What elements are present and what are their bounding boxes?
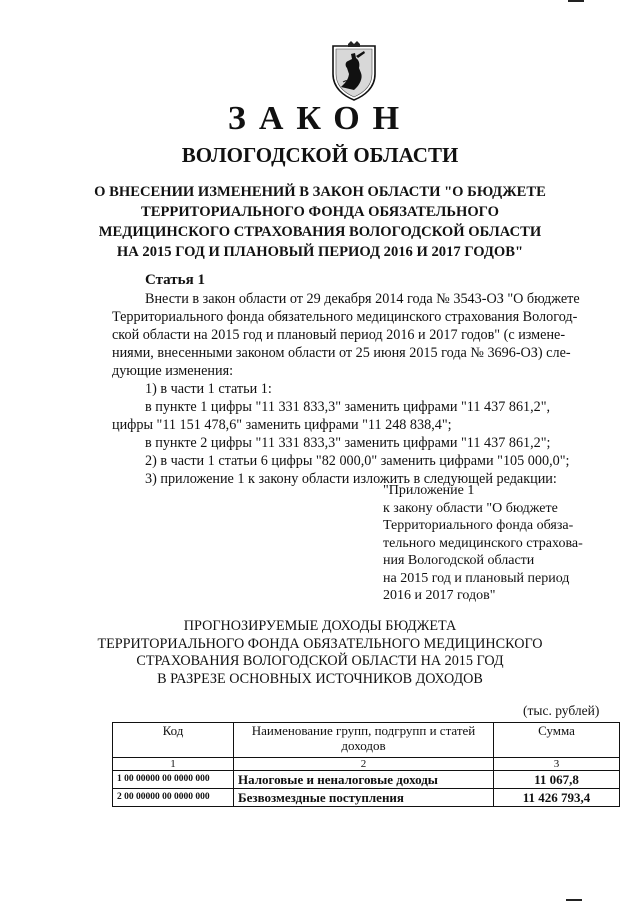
article-line: цифры "11 151 478,6" заменить цифрами "11 248 838,4";	[112, 417, 452, 433]
article-line: 1) в части 1 статьи 1:	[145, 381, 272, 397]
article-heading: Статья 1	[145, 272, 205, 288]
subtitle-line: О ВНЕСЕНИИ ИЗМЕНЕНИЙ В ЗАКОН ОБЛАСТИ "О БЮДЖЕТЕ	[94, 184, 546, 200]
article-line: дующие изменения:	[112, 363, 234, 379]
row-name: Безвозмездные поступления	[234, 789, 494, 807]
article-line: Территориального фонда обязательного медицинского страхования Вологод-	[112, 309, 578, 325]
table-number-row	[113, 758, 620, 771]
header-name: Наименование групп, подгрупп и статей доходов	[234, 723, 494, 758]
table-header-row	[113, 723, 620, 758]
table-row	[113, 771, 620, 789]
article-line: Внести в закон области от 29 декабря 2014 года № 3543-ОЗ "О бюджете	[145, 291, 580, 307]
vologda-coat-of-arms-icon	[330, 40, 378, 102]
appendix-line: 2016 и 2017 годов"	[383, 588, 496, 603]
table-title	[0, 618, 640, 688]
table-title-line: ТЕРРИТОРИАЛЬНОГО ФОНДА ОБЯЗАТЕЛЬНОГО МЕДИЦИНСКОГО	[97, 635, 543, 652]
row-amount: 11 067,8	[494, 771, 620, 789]
appendix-line: к закону области "О бюджете	[383, 500, 558, 516]
table-unit: (тыс. рублей)	[523, 703, 600, 718]
appendix-line: на 2015 год и плановый период	[383, 570, 570, 586]
law-title: ЗАКОН	[227, 100, 413, 137]
table-title-line: В РАЗРЕЗЕ ОСНОВНЫХ ИСТОЧНИКОВ ДОХОДОВ	[157, 670, 483, 687]
appendix-line: тельного медицинского страхова-	[383, 535, 583, 551]
column-number: 3	[494, 758, 620, 771]
article-line: ниями, внесенными законом области от 25 июня 2015 года № 3696-ОЗ) сле-	[112, 345, 571, 361]
row-code: 2 00 00000 00 0000 000	[113, 789, 234, 807]
row-code: 1 00 00000 00 0000 000	[113, 771, 234, 789]
table-row	[113, 789, 620, 807]
column-number: 2	[234, 758, 494, 771]
header-amount: Сумма	[494, 723, 620, 758]
page-mark-top	[568, 0, 584, 2]
header-code: Код	[113, 723, 234, 758]
row-name: Налоговые и неналоговые доходы	[234, 771, 494, 789]
table-title-line: ПРОГНОЗИРУЕМЫЕ ДОХОДЫ БЮДЖЕТА	[183, 618, 457, 634]
appendix-note	[383, 482, 603, 605]
subtitle-line: МЕДИЦИНСКОГО СТРАХОВАНИЯ ВОЛОГОДСКОЙ ОБЛАСТИ	[98, 224, 542, 240]
article-line: 3) приложение 1 к закону области изложить в следующей редакции:	[145, 471, 557, 487]
appendix-line: ния Вологодской области	[383, 553, 535, 568]
column-number: 1	[113, 758, 234, 771]
page-mark-bottom	[566, 899, 582, 901]
article-line: в пункте 1 цифры "11 331 833,3" заменить цифрами "11 437 861,2",	[145, 399, 551, 415]
appendix-line: "Приложение 1	[383, 483, 475, 498]
law-subtitle	[0, 182, 640, 262]
revenue-table	[112, 722, 620, 807]
table-title-line: СТРАХОВАНИЯ ВОЛОГОДСКОЙ ОБЛАСТИ НА 2015 ГОД	[136, 653, 504, 669]
appendix-line: Территориального фонда обяза-	[383, 518, 574, 533]
article-line: ской области на 2015 год и плановый период 2016 и 2017 годов" (с измене-	[112, 327, 566, 343]
region-title: ВОЛОГОДСКОЙ ОБЛАСТИ	[181, 143, 459, 167]
subtitle-line: НА 2015 ГОД И ПЛАНОВЫЙ ПЕРИОД 2016 И 2017 ГОДОВ"	[116, 244, 524, 260]
article-line: 2) в части 1 статьи 6 цифры "82 000,0" заменить цифрами "105 000,0";	[145, 453, 570, 469]
subtitle-line: ТЕРРИТОРИАЛЬНОГО ФОНДА ОБЯЗАТЕЛЬНОГО	[141, 204, 499, 220]
article-line: в пункте 2 цифры "11 331 833,3" заменить цифрами "11 437 861,2";	[145, 435, 551, 451]
row-amount: 11 426 793,4	[494, 789, 620, 807]
